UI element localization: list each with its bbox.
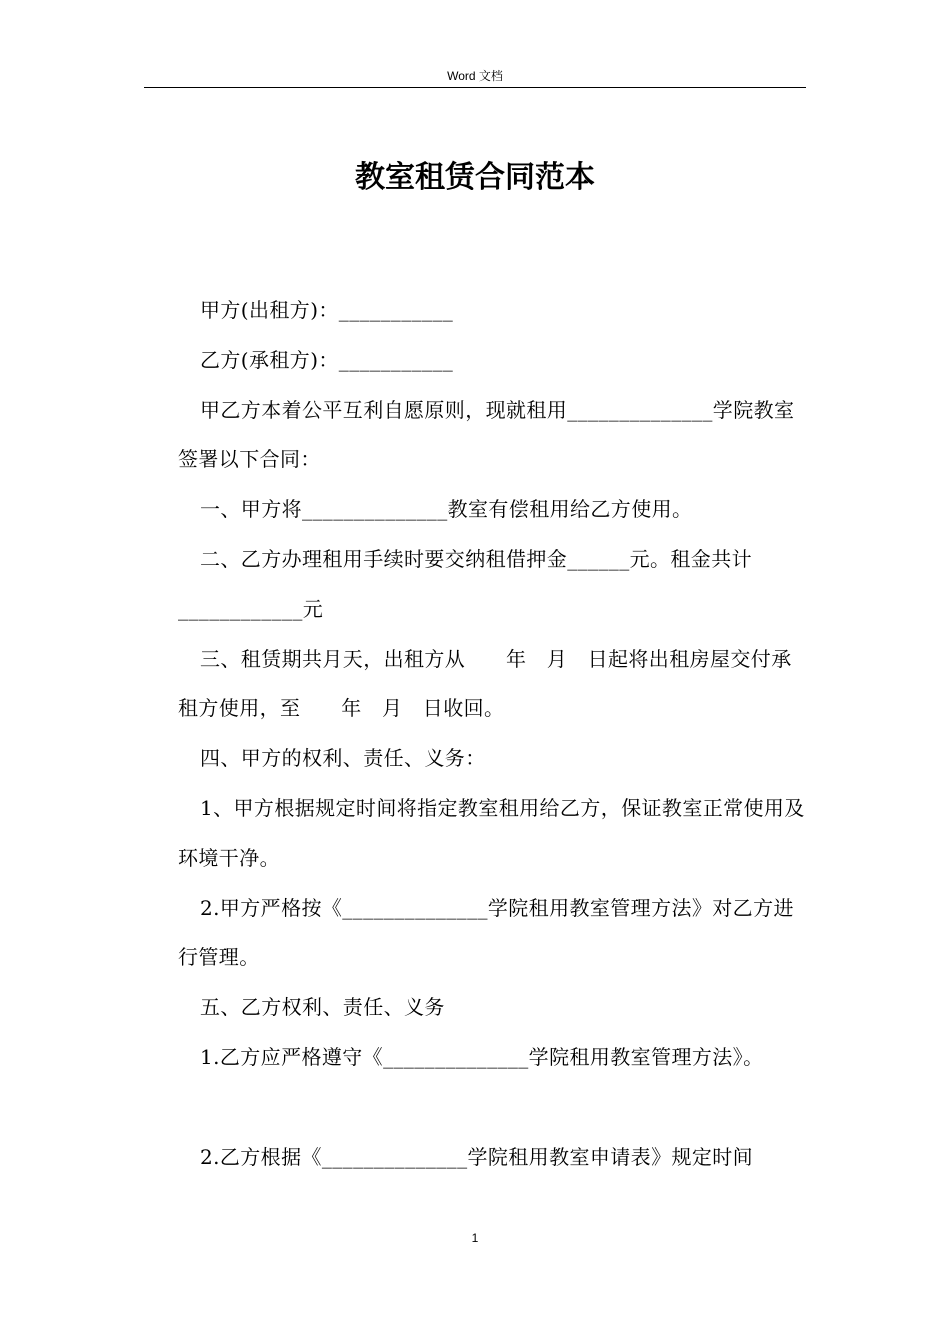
page-number: 1 [471, 1231, 479, 1245]
document-title: 教室租赁合同范本 [355, 160, 595, 195]
document-body [178, 286, 808, 1182]
header-divider [144, 87, 806, 88]
paragraph-clause-5-heading: 五、乙方权利、责任、义务 [200, 995, 445, 1020]
paragraph-clause-1: 一、甲方将______________教室有偿租用给乙方使用。 [200, 497, 693, 522]
page-header: Word 文档 [447, 69, 503, 83]
paragraph-clause-2: 二、乙方办理租用手续时要交纳租借押金______元。租金共计____________元 [178, 546, 752, 621]
paragraph-clause-3: 三、租赁期共月天，出租方从 年 月 日起将出租房屋交付承租方使用，至 年 月 日收回。 [178, 646, 792, 721]
paragraph-clause-4-item-2: 2.甲方严格按《______________学院租用教室管理方法》对乙方进行管理。 [178, 895, 794, 970]
paragraph-clause-4-heading: 四、甲方的权利、责任、义务： [200, 746, 486, 771]
paragraph-lessee: 乙方(承租方)：___________ [200, 347, 454, 372]
paragraph-clause-5-item-1: 1.乙方应严格遵守《______________学院租用教室管理方法》。 [200, 1044, 764, 1069]
paragraph-preamble: 甲乙方本着公平互利自愿原则，现就租用______________学院教室签署以下合同： [178, 397, 795, 472]
paragraph-clause-4-item-1: 1、甲方根据规定时间将指定教室租用给乙方，保证教室正常使用及环境干净。 [178, 795, 805, 870]
paragraph-blank [178, 1083, 808, 1133]
paragraph-lessor: 甲方(出租方)：___________ [200, 298, 454, 322]
paragraph-clause-5-item-2: 2.乙方根据《______________学院租用教室申请表》规定时间 [200, 1144, 754, 1169]
